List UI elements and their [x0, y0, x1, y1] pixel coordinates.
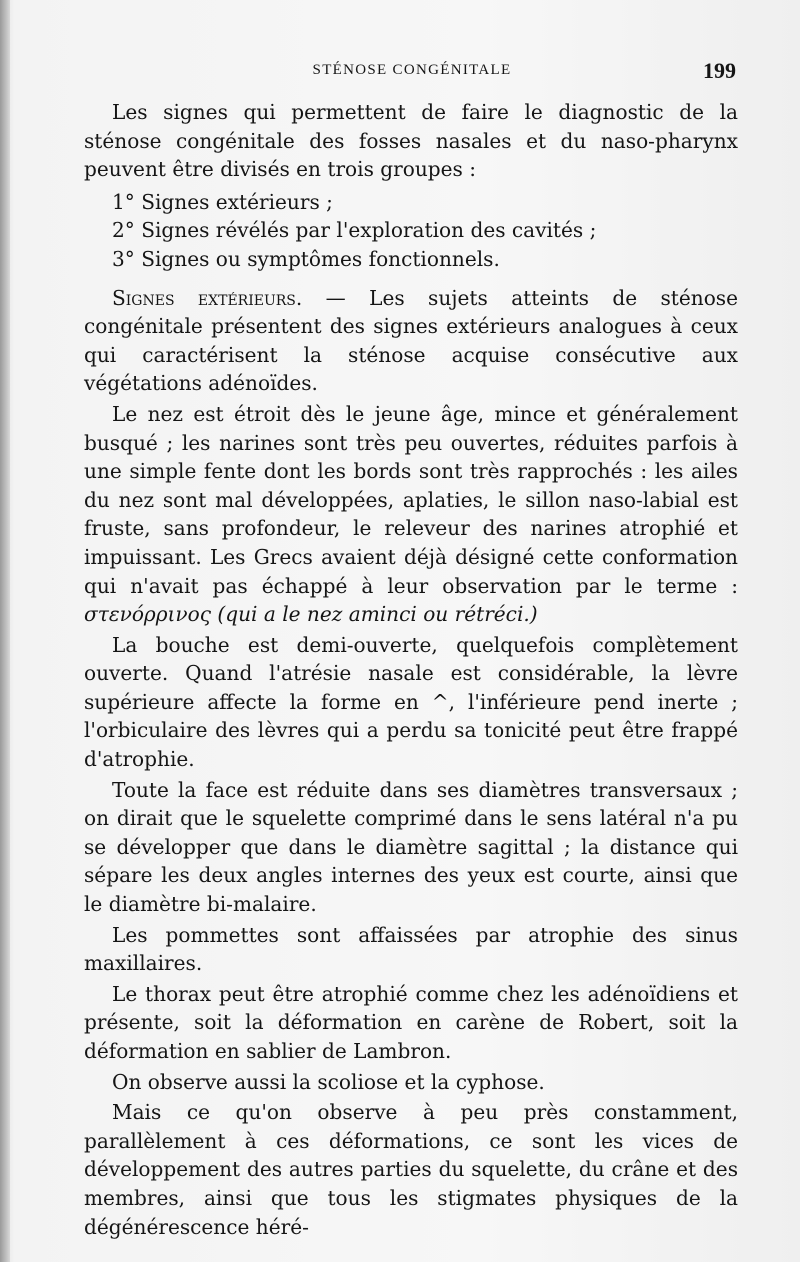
section-heading: Signes extérieurs. — [112, 285, 303, 310]
nose-text: Le nez est étroit dès le jeune âge, mince et généralement busqué ; les narines sont très peu ouvertes, réduites parfois à une simple fente dont les bords sont très rapprochés : les ailes du nez sont mal développées, aplaties, le sillon naso-labial est fruste, sans profondeur, le releveur des narines atrophié et impuissant. Les Grecs avaient déjà désigné cette conformation qui n'avait pas échappé à leur observation par le terme : — [84, 401, 738, 598]
nose-paragraph — [84, 400, 738, 629]
list-item: 2° Signes révélés par l'exploration des cavités ; — [112, 218, 597, 243]
page-number: 199 — [703, 58, 736, 83]
section-text: — Les sujets atteints de sténose congénitale présentent des signes extérieurs analogues à ceux qui caractérisent la sténose acquise consécutive aux végétations adénoïdes. — [84, 285, 739, 396]
list-item: 1° Signes extérieurs ; — [112, 189, 333, 214]
running-head — [84, 58, 740, 88]
page-body — [84, 98, 738, 1243]
face-paragraph: Toute la face est réduite dans ses diamètres transversaux ; on dirait que le squelette comprimé dans le sens latéral n'a pu se développer que dans le diamètre sagittal ; la distance qui sépare les deux angles internes des yeux est courte, ainsi que le diamètre bi-malaire. — [84, 777, 738, 917]
running-title: STÉNOSE CONGÉNITALE — [312, 62, 512, 78]
final-paragraph: Mais ce qu'on observe à peu près constamment, parallèlement à ces déformations, ce sont les vices de développement des autres parties du squelette, du crâne et des membres, ainsi que tous les stigmates physiques de la dégénérescence héré- — [84, 1100, 738, 1239]
scoliosis-paragraph: On observe aussi la scoliose et la cyphose. — [112, 1069, 545, 1094]
greek-term: στενόρρινος — [84, 602, 211, 627]
section-paragraph — [84, 284, 738, 398]
cheeks-paragraph: Les pommettes sont affaissées par atrophie des sinus maxillaires. — [84, 922, 738, 976]
mouth-paragraph: La bouche est demi-ouverte, quelquefois complètement ouverte. Quand l'atrésie nasale est considérable, la lèvre supérieure affecte la forme en ^, l'inférieure pend inerte ; l'orbiculaire des lèvres qui a perdu sa tonicité peut être frappé d'atrophie. — [84, 632, 738, 772]
italic-gloss: (qui a le nez aminci ou rétréci.) — [211, 602, 538, 627]
intro-paragraph: Les signes qui permettent de faire le diagnostic de la sténose congénitale des fosses nasales et du naso-pharynx peuvent être divisés en trois groupes : — [84, 100, 738, 182]
thorax-paragraph: Le thorax peut être atrophié comme chez les adénoïdiens et présente, soit la déformation en carène de Robert, soit la déformation en sablier de Lambron. — [84, 981, 738, 1063]
list-item: 3° Signes ou symptômes fonctionnels. — [112, 246, 500, 271]
